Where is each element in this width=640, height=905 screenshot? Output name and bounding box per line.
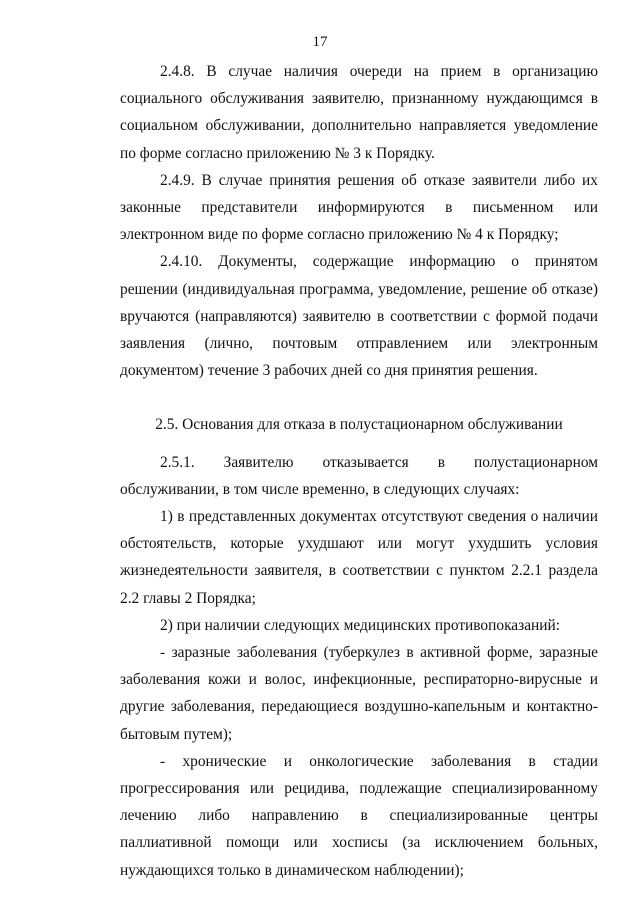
list-item-1: 1) в представленных документах отсутствуют сведения о наличии обстоятельств, которые ухудшают или могут ухудшить условия жизнедеятельности заявителя, в соответствии с пунктом 2.2.1 раздела 2.2 главы 2 Порядка; <box>120 508 598 607</box>
paragraph-2-5-1: 2.5.1. Заявителю отказывается в полустационарном обслуживании, в том числе временно, в следующих случаях: <box>120 453 598 498</box>
list-item-2: 2) при наличии следующих медицинских противопоказаний: <box>160 616 561 634</box>
paragraph-2-4-10: 2.4.10. Документы, содержащие информацию о принятом решении (индивидуальная программа, уведомление, решение об отказе) вручаются (направляются) заявителю в соответствии с формой подачи заявления (лично, почтовым отправлением или электронным документом) течение 3 рабочих дней со дня принятия решения. <box>120 253 598 380</box>
section-heading-2-5: 2.5. Основания для отказа в полустационарном обслуживании <box>155 416 563 434</box>
bullet-item-chronic: - хронические и онкологические заболевания в стадии прогрессирования или рецидива, подлежащие специализированному лечению либо направлению в специализированные центры паллиативной помощи или хосписы (за исключением больных, нуждающихся только в динамическом наблюдении); <box>120 752 598 879</box>
paragraph-2-4-8: 2.4.8. В случае наличия очереди на прием в организацию социального обслуживания заявителю, признанному нуждающимся в социальном обслуживании, дополнительно направляется уведомление по форме согласно приложению № 3 к Порядку. <box>120 63 598 162</box>
page-number: 17 <box>312 34 328 50</box>
bullet-item-infectious: - заразные заболевания (туберкулез в активной форме, заразные заболевания кожи и волос, инфекционные, респираторно-вирусные и другие заболевания, передающиеся воздушно-капельным и контактно-бытовым путем); <box>120 644 598 743</box>
paragraph-2-4-9: 2.4.9. В случае принятия решения об отказе заявители либо их законные представители информируются в письменном или электронном виде по форме согласно приложению № 4 к Порядку; <box>120 171 598 244</box>
page-content <box>120 58 598 884</box>
